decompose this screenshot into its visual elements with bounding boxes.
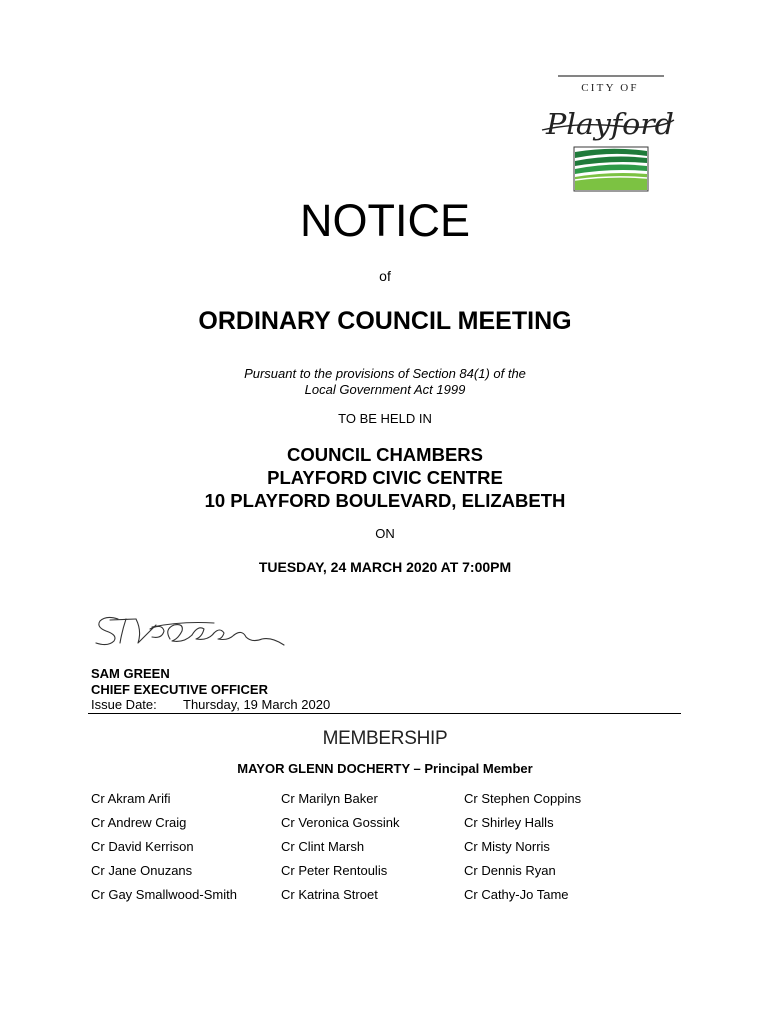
issue-date-label: Issue Date: — [91, 697, 157, 712]
divider-line — [88, 713, 681, 714]
issue-date-line — [91, 697, 330, 713]
legislation-line-2: Local Government Act 1999 — [304, 382, 466, 397]
signature-image — [92, 605, 292, 655]
signatory-name: SAM GREEN — [91, 666, 170, 681]
member-name: Cr Veronica Gossink — [281, 815, 400, 830]
member-name: Cr Stephen Coppins — [464, 791, 582, 806]
venue-line-1: COUNCIL CHAMBERS — [287, 444, 483, 465]
member-name: Cr Shirley Halls — [464, 815, 554, 830]
member-list — [91, 790, 651, 910]
member-row — [91, 838, 651, 862]
member-name: Cr David Kerrison — [91, 839, 194, 854]
member-name: Cr Andrew Craig — [91, 815, 187, 830]
member-name: Cr Peter Rentoulis — [281, 863, 388, 878]
member-row — [91, 886, 651, 910]
of-text: of — [379, 268, 391, 284]
notice-title: NOTICE — [299, 195, 470, 246]
member-name: Cr Cathy-Jo Tame — [464, 887, 569, 902]
signatory-role: CHIEF EXECUTIVE OFFICER — [91, 681, 268, 697]
member-name: Cr Dennis Ryan — [464, 863, 556, 878]
member-name: Cr Misty Norris — [464, 839, 550, 854]
signatory-block — [91, 666, 268, 697]
legislation-reference — [0, 366, 770, 398]
member-name: Cr Jane Onuzans — [91, 863, 193, 878]
member-row — [91, 790, 651, 814]
meeting-date-time: TUESDAY, 24 MARCH 2020 AT 7:00PM — [258, 559, 512, 575]
member-name: Cr Katrina Stroet — [281, 887, 378, 902]
member-row — [91, 814, 651, 838]
venue-line-3: 10 PLAYFORD BOULEVARD, ELIZABETH — [204, 490, 566, 511]
member-row — [91, 862, 651, 886]
legislation-line-1: Pursuant to the provisions of Section 84(1) of the — [244, 366, 526, 381]
member-name: Cr Gay Smallwood-Smith — [91, 887, 237, 902]
member-name: Cr Clint Marsh — [281, 839, 365, 854]
meeting-title: ORDINARY COUNCIL MEETING — [198, 307, 572, 335]
member-name: Cr Marilyn Baker — [281, 791, 378, 806]
issue-date-value: Thursday, 19 March 2020 — [183, 697, 331, 712]
on-text: ON — [375, 526, 395, 541]
principal-member: MAYOR GLENN DOCHERTY – Principal Member — [237, 761, 533, 776]
membership-heading: MEMBERSHIP — [322, 728, 448, 749]
logo-playford-script: Playford — [544, 107, 674, 141]
member-name: Cr Akram Arifi — [91, 791, 171, 806]
venue-block — [0, 443, 770, 512]
venue-line-2: PLAYFORD CIVIC CENTRE — [267, 467, 503, 488]
held-in-text: TO BE HELD IN — [338, 411, 432, 426]
city-of-playford-logo — [538, 72, 678, 197]
logo-city-of-text: CITY OF — [581, 82, 639, 94]
